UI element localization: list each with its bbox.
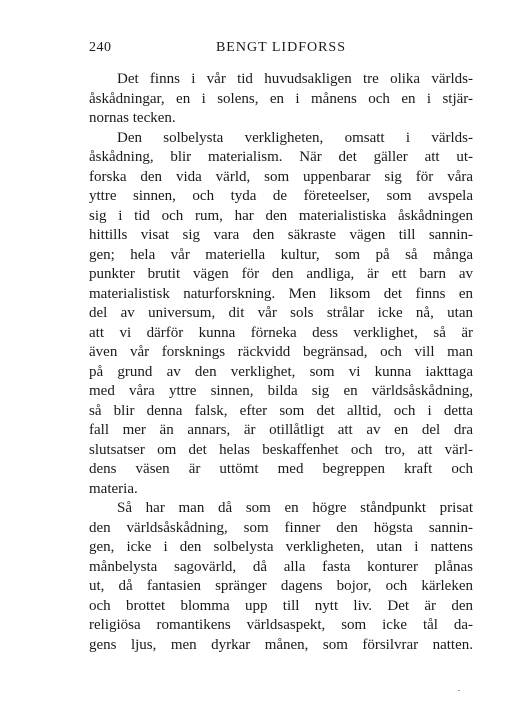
text-line: Den solbelysta verkligheten, omsatt i världs- bbox=[117, 129, 473, 146]
text-line: sig i tid och rum, har den materialistiska åskådningen bbox=[89, 207, 473, 224]
paragraph bbox=[89, 129, 473, 500]
text-line: del av universum, dit vår sols strålar icke nå, utan bbox=[89, 305, 473, 321]
text-line: även vår forsknings räckvidd begränsad, och vill man bbox=[89, 344, 473, 360]
text-line: Det finns i vår tid huvudsakligen tre olika världs- bbox=[117, 71, 473, 87]
text-line: materialistisk naturforskning. Men liksom det finns en bbox=[89, 285, 473, 302]
paragraph bbox=[89, 499, 473, 655]
text-line: åskådningar, en i solens, en i månens och en i stjär- bbox=[89, 90, 473, 107]
text-line: så blir denna falsk, efter som det alltid, och i detta bbox=[89, 402, 473, 419]
text-line: att vi därför kunna förneka dess verklighet, så är bbox=[89, 324, 473, 341]
paragraph bbox=[89, 70, 473, 129]
body-text bbox=[89, 70, 473, 655]
text-line: forska den vida värld, som uppenbarar sig för våra bbox=[89, 168, 473, 185]
text-line: religiösa romantikens världsaspekt, som icke tål da- bbox=[89, 617, 473, 633]
text-line: åskådning, blir materialism. När det gäller att ut- bbox=[89, 149, 473, 165]
text-line: den världsåskådning, som finner den högsta sannin- bbox=[89, 519, 473, 536]
text-line: gen; hela vår materiella kultur, som på så många bbox=[89, 246, 473, 263]
text-line: punkter brutit vägen för den andliga, är ett barn av bbox=[89, 266, 473, 282]
page-number: 240 bbox=[89, 40, 112, 55]
text-line: hittills visat sig vara den säkraste vägen till sannin- bbox=[89, 227, 473, 243]
text-line: på grund av den verklighet, som vi kunna iakttaga bbox=[89, 363, 473, 380]
text-line: gens ljus, men dyrkar månen, som försilvrar natten. bbox=[89, 636, 473, 653]
text-line: slutsatser om det helas beskaffenhet och tro, att värl- bbox=[89, 441, 473, 458]
text-line: materia. bbox=[89, 480, 138, 497]
text-line: och brottet blomma upp till nytt liv. Det är den bbox=[89, 597, 473, 614]
text-line: månbelysta sagovärld, då alla fasta konturer plånas bbox=[89, 558, 473, 575]
text-line: nornas tecken. bbox=[89, 110, 176, 126]
page-header bbox=[89, 40, 473, 60]
text-line: ut, då fantasien spränger dagens bojor, och kärleken bbox=[89, 578, 473, 594]
text-line: fall mer än annars, är otillåtligt att av en del dra bbox=[89, 422, 473, 438]
text-line: Så har man då som en högre ståndpunkt prisat bbox=[117, 500, 473, 516]
text-line: dens väsen är uttömt med begreppen kraft och bbox=[89, 461, 473, 477]
text-line: yttre sinnen, och tyda de företeelser, som avspela bbox=[89, 188, 473, 204]
running-head: BENGT LIDFORSS bbox=[215, 40, 347, 55]
text-line: med våra yttre sinnen, bilda sig en världsåskådning, bbox=[89, 383, 473, 399]
text-line: gen, icke i den solbelysta verkligheten, utan i nattens bbox=[89, 539, 473, 555]
print-speck bbox=[458, 690, 460, 691]
